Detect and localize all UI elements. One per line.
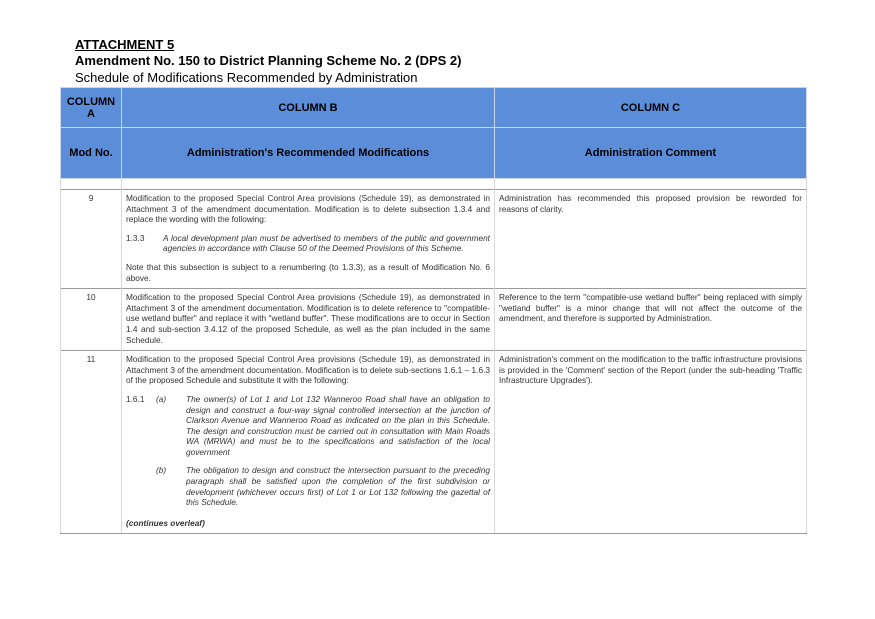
table-row bbox=[61, 351, 807, 534]
mod-number: 9 bbox=[61, 190, 122, 289]
mod-number: 10 bbox=[61, 289, 122, 351]
modification-text: Modification to the proposed Special Control Area provisions (Schedule 19), as demonstrated in Attachment 3 of the amendment documentation. Modification is to delete reference to "compatible-use wetland buffer" and replace it with "wetland buffer". These modifications are to occur in Section 1.4 and sub-section 3.4.12 of the proposed Schedule, as well as the plan included in the same Schedule. bbox=[126, 292, 490, 345]
column-subtitle-row bbox=[61, 128, 807, 179]
modification-note: Note that this subsection is subject to a renumbering (to 1.3.3), as a result of Modification No. 6 above. bbox=[126, 261, 490, 283]
column-a-title: COLUMN A bbox=[61, 88, 122, 128]
subclause-a bbox=[126, 394, 490, 458]
table-row bbox=[61, 289, 807, 351]
modification-text: Modification to the proposed Special Control Area provisions (Schedule 19), as demonstrated in Attachment 3 of the amendment documentation. Modification is to delete subsection 1.3.4 and replace the wording with the following: bbox=[126, 193, 490, 225]
modifications-table bbox=[60, 87, 807, 534]
mod-no-header: Mod No. bbox=[61, 128, 122, 179]
column-c-title: COLUMN C bbox=[495, 88, 807, 128]
schedule-subtitle: Schedule of Modifications Recommended by Administration bbox=[75, 70, 418, 85]
clause-number: 1.3.3 bbox=[126, 232, 145, 243]
comment-text: Administration's comment on the modification to the traffic infrastructure provisions is provided in the 'Comment' section of the Report (under the sub-heading 'Traffic Infrastructure Upgrades'). bbox=[499, 354, 802, 386]
clause-text: A local development plan must be advertised to members of the public and government agencies in accordance with Clause 50 of the Deemed Provisions of this Scheme. bbox=[163, 232, 490, 254]
comment-cell bbox=[495, 190, 807, 289]
subclause-text: The obligation to design and construct the intersection pursuant to the preceding paragraph shall be satisfied upon the completion of the first subdivision or development (whichever occurs first) of Lot 1 or Lot 132 following the gazettal of this Schedule. bbox=[186, 465, 490, 508]
subclause-letter: (a) bbox=[156, 393, 167, 404]
amendment-title: Amendment No. 150 to District Planning Scheme No. 2 (DPS 2) bbox=[75, 53, 462, 68]
comment-text: Reference to the term "compatible-use wetland buffer" being replaced with simply "wetland buffer" is a minor change that will not affect the outcome of the amendment, and therefore is supported by Administration. bbox=[499, 292, 802, 324]
modification-cell bbox=[122, 190, 495, 289]
clause-block bbox=[126, 233, 490, 254]
table-row bbox=[61, 190, 807, 289]
mod-number: 11 bbox=[61, 351, 122, 534]
comment-cell bbox=[495, 351, 807, 534]
comment-text: Administration has recommended this proposed provision be reworded for reasons of clarity. bbox=[499, 193, 802, 214]
column-title-row bbox=[61, 88, 807, 128]
subclause-letter: (b) bbox=[156, 465, 167, 476]
modification-text: Modification to the proposed Special Control Area provisions (Schedule 19), as demonstrated in Attachment 3 of the amendment documentation. Modification is to delete sub-sections 1.6.1 – 1.6.3 of the proposed Schedule and substitute it with the following: bbox=[126, 354, 490, 386]
continues-note: (continues overleaf) bbox=[126, 517, 205, 528]
subclause-number: 1.6.1 bbox=[126, 393, 145, 404]
spacer-row bbox=[61, 179, 807, 190]
column-b-title: COLUMN B bbox=[122, 88, 495, 128]
comment-cell bbox=[495, 289, 807, 351]
modification-cell bbox=[122, 289, 495, 351]
administration-comment-header: Administration Comment bbox=[495, 128, 807, 179]
subclause-text: The owner(s) of Lot 1 and Lot 132 Wanneroo Road shall have an obligation to design and construct a four-way signal controlled intersection at the junction of Clarkson Avenue and Wanneroo Road as indicated on the plan in this Schedule. The design and construction must be carried out in consultation with Main Roads WA (MRWA) and must be to the specifications and satisfaction of the local government bbox=[186, 393, 490, 457]
modification-cell bbox=[122, 351, 495, 534]
subclause-b bbox=[126, 465, 490, 507]
recommended-modifications-header: Administration's Recommended Modifications bbox=[122, 128, 495, 179]
attachment-title: ATTACHMENT 5 bbox=[75, 37, 175, 52]
